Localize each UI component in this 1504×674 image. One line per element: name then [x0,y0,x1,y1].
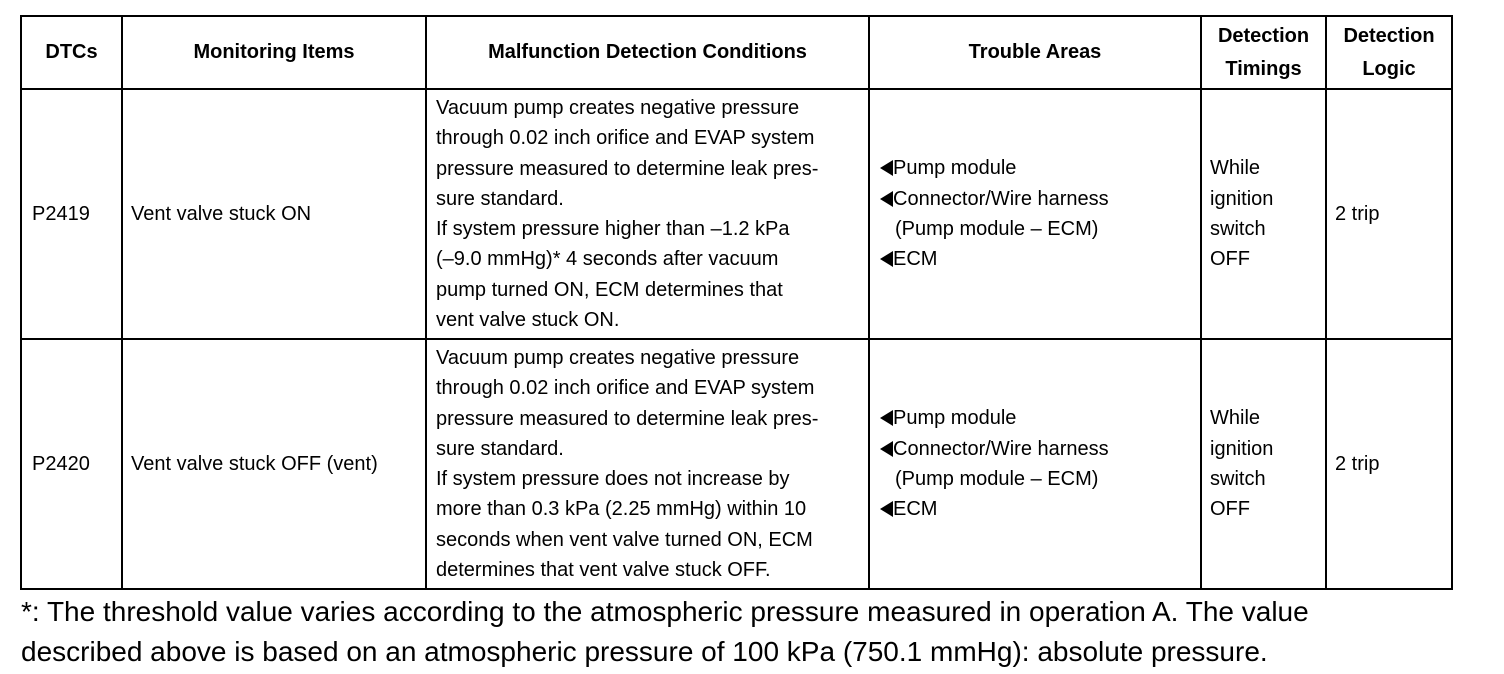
trouble-area-label: ECM [893,248,938,271]
trouble-areas [869,339,1201,589]
triangle-bullet-icon [880,410,893,426]
header-timings-line1: Detection [1217,24,1310,47]
detection-timings [1201,89,1326,339]
timing-line: While [1210,157,1261,180]
trouble-area-item [880,244,1192,274]
condition-line: sure standard. [436,187,564,210]
timing-line: switch [1210,218,1266,240]
trouble-area-label: Pump module [893,407,1017,430]
timing-line: OFF [1210,498,1250,521]
header-logic-line1: Detection [1343,24,1435,47]
header-conditions: Malfunction Detection Conditions [426,16,869,89]
header-dtcs: DTCs [21,16,122,89]
header-detection-logic [1326,16,1452,89]
dtc-code: P2420 [21,339,122,589]
header-monitoring-items: Monitoring Items [122,16,426,89]
timing-line: OFF [1210,248,1250,271]
triangle-bullet-icon [880,191,893,207]
condition-line: sure standard. [436,437,564,460]
dtc-table [20,15,1453,590]
timing-line: ignition [1210,437,1274,460]
condition-line: (–9.0 mmHg)* 4 seconds after vacuum [436,248,779,271]
dtc-code: P2419 [21,89,122,339]
trouble-area-label: ECM [893,498,938,521]
triangle-bullet-icon [880,501,893,517]
condition-line: vent valve stuck ON. [436,309,620,332]
trouble-area-subitem: (Pump module – ECM) [895,468,1099,490]
condition-line: seconds when vent valve turned ON, ECM [436,528,813,551]
condition-line: pressure measured to determine leak pres- [436,407,819,430]
trouble-area-item [880,494,1192,524]
detection-logic: 2 trip [1326,89,1452,339]
condition-line: Vacuum pump creates negative pressure [436,347,800,369]
condition-line: determines that vent valve stuck OFF. [436,559,771,582]
timing-line: switch [1210,468,1266,490]
trouble-area-label: Connector/Wire harness [893,187,1109,210]
table-row [21,89,1452,339]
condition-line: pressure measured to determine leak pres- [436,157,819,180]
monitoring-item: Vent valve stuck OFF (vent) [122,339,426,589]
trouble-area-subitem: (Pump module – ECM) [895,218,1099,240]
trouble-area-item [880,184,1192,214]
triangle-bullet-icon [880,160,893,176]
trouble-areas [869,89,1201,339]
trouble-area-item [880,403,1192,433]
header-trouble-areas: Trouble Areas [869,16,1201,89]
condition-line: If system pressure higher than –1.2 kPa [436,218,790,241]
timing-line: ignition [1210,187,1274,210]
timing-line: While [1210,407,1261,430]
triangle-bullet-icon [880,441,893,457]
header-detection-timings [1201,16,1326,89]
header-logic-line2: Logic [1362,57,1416,80]
condition-line: If system pressure does not increase by [436,468,790,491]
condition-line: through 0.02 inch orifice and EVAP system [436,127,815,150]
trouble-area-label: Pump module [893,157,1017,180]
trouble-area-item [880,434,1192,464]
header-timings-line2: Timings [1225,57,1302,80]
footnote-line2: described above is based on an atmospheric pressure of 100 kPa (750.1 mmHg): absolute pressure. [21,636,1268,667]
condition-line: pump turned ON, ECM determines that [436,278,783,301]
trouble-area-label: Connector/Wire harness [893,437,1109,460]
condition-line: more than 0.3 kPa (2.25 mmHg) within 10 [436,498,807,521]
detection-logic: 2 trip [1326,339,1452,589]
footnote [21,592,1481,672]
detection-conditions [426,89,869,339]
detection-conditions [426,339,869,589]
table-row [21,339,1452,589]
trouble-area-item [880,153,1192,183]
condition-line: Vacuum pump creates negative pressure [436,97,800,119]
footnote-line1: *: The threshold value varies according to the atmospheric pressure measured in operation A. The value [21,596,1309,627]
condition-line: through 0.02 inch orifice and EVAP system [436,377,815,400]
detection-timings [1201,339,1326,589]
header-row [21,16,1452,89]
triangle-bullet-icon [880,251,893,267]
monitoring-item: Vent valve stuck ON [122,89,426,339]
